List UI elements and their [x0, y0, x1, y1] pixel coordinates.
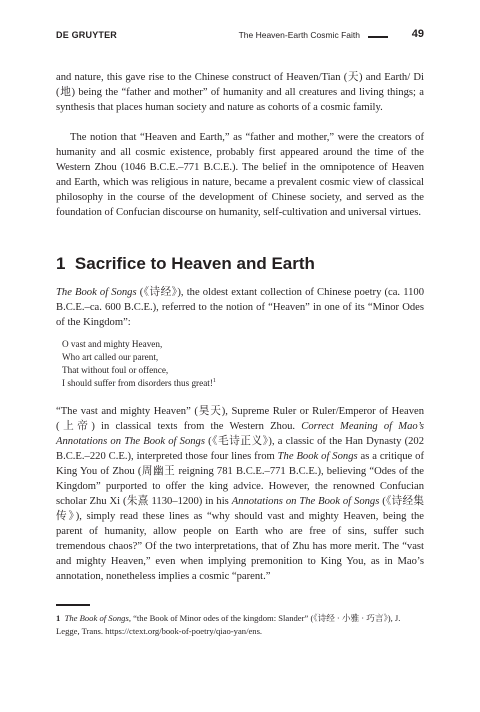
- paragraph-4-text: as a critique of King You of Zhou (周幽王 reigning 781 B.C.E.–771 B.C.E.), believing “Odes of the Kingdom” purported to offer the king advice. However, the renowned Confucian scholar Zhu Xi (朱熹 1130–1200) in his: [56, 451, 424, 507]
- paragraph-4-text: (《诗经集传》), simply read these lines as “why should vast and mighty Heaven, being the parent of humanity, allow people on Earth who are free of sins, suffer such tremendous chaos?” Of the two interpretations, that of Zhu has more merit. The “vast and mighty Heaven,” even when implying premonition to King You, as in Mao’s annotation, nonetheless implies a cosmic “parent.”: [56, 496, 424, 582]
- mao-annotations-title: Correct Meaning of Mao’s Annotations on: [56, 421, 424, 447]
- publisher-name: DE GRUYTER: [56, 30, 118, 40]
- poem-line: Who art called our parent,: [62, 352, 159, 362]
- paragraph-4-text: “The vast and mighty Heaven” (昊天), Supreme Ruler or Ruler/Emperor of Heaven (上帝) in classical texts from the Western Zhou.: [56, 406, 424, 432]
- section-number: 1: [56, 254, 66, 273]
- paragraph-2: [56, 130, 424, 220]
- footnote-book-title: The Book of Songs: [64, 613, 129, 623]
- footnote-marker[interactable]: 1: [212, 377, 216, 384]
- paragraph-2-text: The notion that “Heaven and Earth,” as “father and mother,” were the creators of humanity and all cosmic existence, probably first appeared around the time of the Western Zhou (1046 B.C.E.–771 B.C.E.). The belief in the omnipotence of Heaven and Earth, which was religious in nature, became a prevalent cosmic view of classical philosophy in the course of the development of Chinese society, and served as the foundation of Confucian discourse on humanity, self-cultivation and universal virtues.: [56, 132, 424, 218]
- footnote-text: , “the Book of Minor odes of the kingdom: Slander” (《诗经 · 小雅 · 巧言》), J. Legge, Trans. https://ctext.org/book-of-poetry/qiao-yan/ens.: [56, 613, 401, 636]
- footnote: [56, 612, 424, 638]
- book-title: The Book of Songs: [299, 496, 380, 507]
- header-dash: [368, 36, 388, 38]
- paragraph-1: [56, 70, 424, 115]
- book-title: The Book of Songs: [56, 287, 137, 298]
- poem-line: O vast and mighty Heaven,: [62, 339, 163, 349]
- paragraph-3-text: (《诗经》), the oldest extant collection of Chinese poetry (ca. 1100 B.C.E.–ca. 600 B.C.E.), referred to the notion of “Heaven” in one of its “Minor Odes of the Kingdom”:: [56, 287, 424, 328]
- footnote-divider: [56, 604, 90, 606]
- running-title: The Heaven-Earth Cosmic Faith: [238, 30, 360, 40]
- book-title: The Book of Songs: [124, 436, 205, 447]
- poem-line: I should suffer from disorders thus great!: [62, 378, 213, 388]
- paragraph-1-text: and nature, this gave rise to the Chinese construct of Heaven/Tian (天) and Earth/ Di (地) being the “father and mother” of humanity and all creatures and living things; a synthesis that places human society and nature as cohorts of a cosmic family.: [56, 72, 424, 113]
- footnote-number: 1: [56, 613, 61, 623]
- paragraph-4: [56, 404, 424, 584]
- zhu-annotations-title: Annotations on: [231, 496, 300, 507]
- page-number: 49: [411, 28, 424, 40]
- poem-quote: [62, 338, 216, 390]
- book-title: The Book of Songs: [277, 451, 358, 462]
- section-heading: [56, 254, 315, 274]
- section-title: Sacrifice to Heaven and Earth: [74, 254, 315, 273]
- paragraph-4-text: (《毛诗正义》), a classic of the Han Dynasty (202 B.C.E.–220 C.E.), interpreted those four lines from: [56, 436, 425, 462]
- poem-line: That without foul or offence,: [62, 365, 169, 375]
- page-header: [56, 28, 424, 46]
- paragraph-3: [56, 285, 424, 330]
